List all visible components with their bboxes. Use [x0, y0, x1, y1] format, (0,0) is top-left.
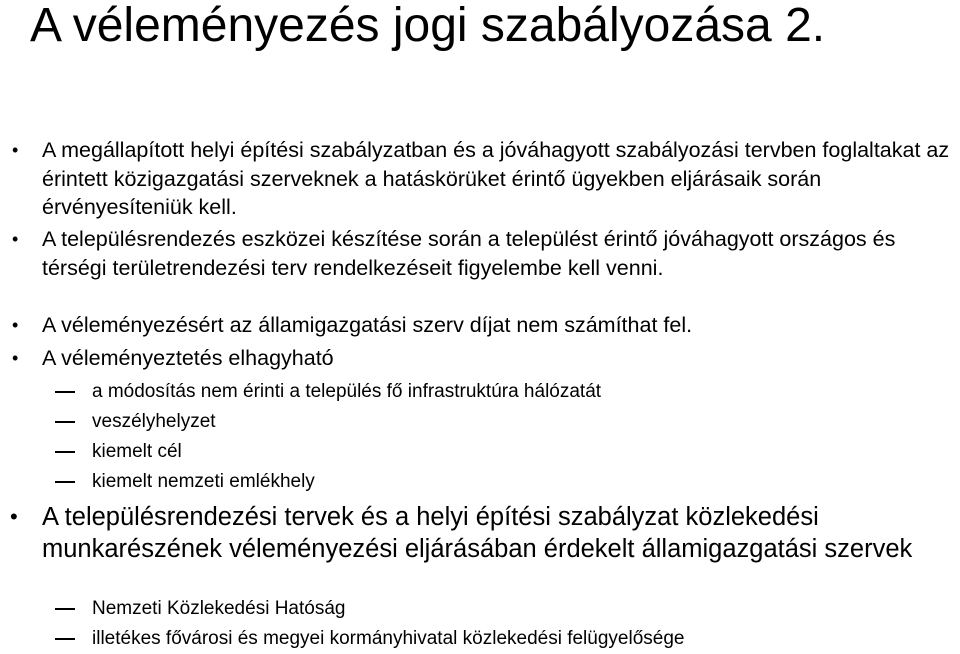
sub-item-text: a módosítás nem érinti a település fő infrastruktúra hálózatát: [92, 381, 602, 402]
sub-item-text: kiemelt cél: [92, 441, 182, 462]
sub-item: [92, 410, 216, 434]
bullet-item-1: [12, 136, 957, 222]
bullet-item-3: [12, 311, 957, 340]
dash-icon: [55, 638, 75, 640]
sub-item: [92, 470, 315, 494]
bullet-text: A megállapított helyi építési szabályzatban és a jóváhagyott szabályozási tervben foglaltakat az érintett közigazgatási szerveknek a hatáskörüket érintő ügyekben eljárásaik során érvényesíteniük kell.: [42, 138, 950, 219]
bullet-dot-icon: •: [12, 140, 19, 160]
sub-item-text: kiemelt nemzeti emlékhely: [92, 471, 315, 492]
bullet-dot-icon: •: [12, 229, 19, 249]
dash-icon: [55, 421, 75, 423]
bullet-text: A településrendezés eszközei készítése során a települést érintő jóváhagyott országos és térségi területrendezési terv rendelkezéseit figyelembe kell venni.: [42, 227, 896, 280]
sub-item-text: veszélyhelyzet: [92, 411, 216, 432]
sub-item: [92, 380, 601, 404]
dash-icon: [55, 391, 75, 393]
bullet-dot-icon: •: [12, 348, 19, 368]
bullet-item-2: [12, 225, 957, 282]
sub-item: [92, 627, 684, 651]
bullet-text: A véleményezésért az államigazgatási szerv díjat nem számíthat fel.: [42, 313, 693, 337]
sub-item-text: illetékes fővárosi és megyei kormányhivatal közlekedési felügyelősége: [92, 628, 685, 649]
sub-item-text: Nemzeti Közlekedési Hatóság: [92, 598, 346, 619]
bullet-dot-icon: •: [10, 504, 18, 529]
dash-icon: [55, 481, 75, 483]
bullet-text: A településrendezési tervek és a helyi építési szabályzat közlekedési munkarészének véleményezési eljárásában érdekelt államigazgatási szervek: [42, 503, 913, 563]
bullet-item-5: [10, 501, 957, 565]
bullet-item-4: [12, 344, 957, 373]
sub-item: [92, 440, 182, 464]
bullet-dot-icon: •: [12, 315, 19, 335]
dash-icon: [55, 451, 75, 453]
sub-item: [92, 597, 345, 621]
dash-icon: [55, 608, 75, 610]
bullet-text: A véleményeztetés elhagyható: [42, 346, 334, 370]
slide-title: A véleményezés jogi szabályozása 2.: [30, 0, 826, 52]
